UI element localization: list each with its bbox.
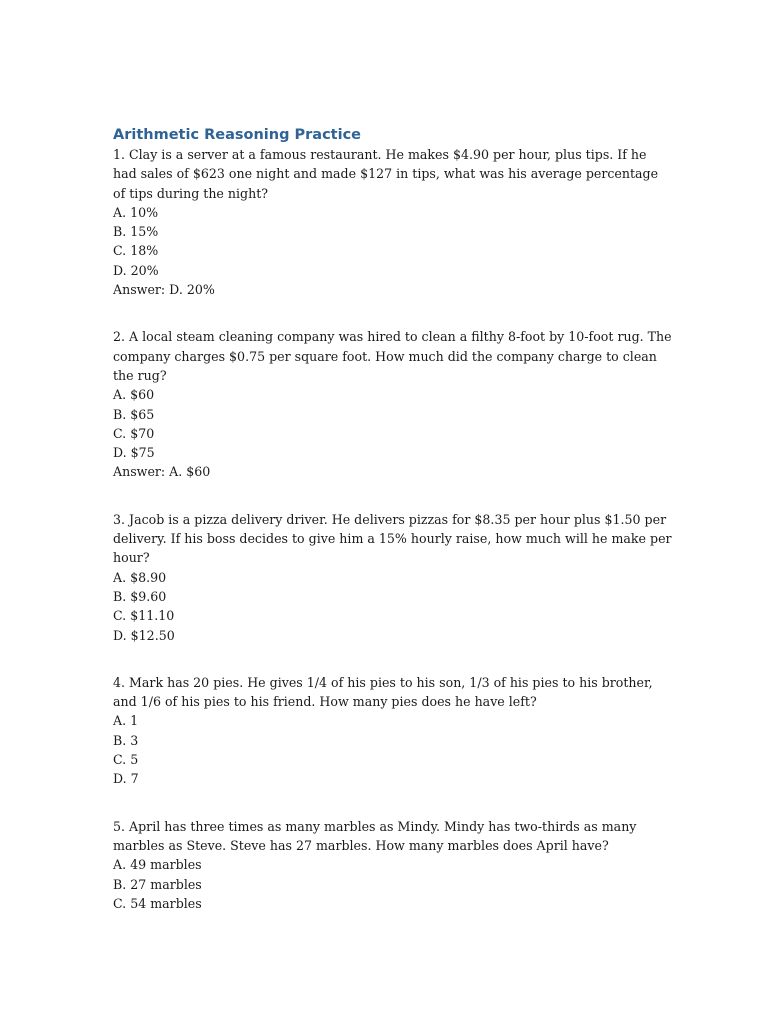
question-3	[113, 510, 673, 645]
answer-option: A. 1	[113, 713, 139, 729]
answer-options	[113, 203, 673, 280]
answer-option: A. $8.90	[113, 569, 167, 585]
answer-option: C. 5	[113, 752, 139, 768]
answer-option: D. $12.50	[113, 627, 175, 643]
question-4	[113, 673, 673, 789]
question-text: 5. April has three times as many marbles as Mindy. Mindy has two-thirds as many marbles as Steve. Steve has 27 marbles. How many marbles does April have?	[113, 818, 637, 853]
answer-option: B. 15%	[113, 224, 159, 240]
question-5	[113, 817, 673, 913]
answer-option: D. 7	[113, 771, 139, 787]
answer-option: C. 18%	[113, 243, 159, 259]
answer-key: Answer: A. $60	[113, 464, 211, 480]
answer-key: Answer: D. 20%	[113, 282, 215, 298]
answer-option: C. $11.10	[113, 608, 175, 624]
answer-option: A. $60	[113, 387, 155, 403]
answer-option: B. 3	[113, 732, 139, 748]
answer-option: D. $75	[113, 445, 155, 461]
question-2	[113, 327, 673, 481]
answer-options	[113, 385, 673, 462]
answer-option: B. 27 marbles	[113, 876, 202, 892]
answer-options	[113, 855, 673, 913]
document-page	[113, 124, 673, 941]
answer-option: B. $65	[113, 406, 155, 422]
answer-option: A. 49 marbles	[113, 857, 202, 873]
question-text: 2. A local steam cleaning company was hired to clean a filthy 8-foot by 10-foot rug. The company charges $0.75 per square foot. How much did the company charge to clean the rug?	[113, 329, 672, 383]
question-1	[113, 145, 673, 299]
answer-option: D. 20%	[113, 262, 159, 278]
answer-options	[113, 568, 673, 645]
answer-option: C. $70	[113, 425, 155, 441]
answer-option: A. 10%	[113, 204, 159, 220]
answer-options	[113, 711, 673, 788]
question-text: 1. Clay is a server at a famous restaurant. He makes $4.90 per hour, plus tips. If he had sales of $623 one night and made $127 in tips, what was his average percentage of tips during the night?	[113, 147, 659, 201]
answer-option: B. $9.60	[113, 588, 167, 604]
question-text: 3. Jacob is a pizza delivery driver. He delivers pizzas for $8.35 per hour plus $1.50 per delivery. If his boss decides to give him a 15% hourly raise, how much will he make per hour?	[113, 511, 672, 566]
answer-option: C. 54 marbles	[113, 895, 202, 911]
page-title: Arithmetic Reasoning Practice	[113, 127, 361, 143]
question-text: 4. Mark has 20 pies. He gives 1/4 of his pies to his son, 1/3 of his pies to his brother, and 1/6 of his pies to his friend. How many pies does he have left?	[113, 674, 653, 710]
question-list	[113, 145, 673, 913]
